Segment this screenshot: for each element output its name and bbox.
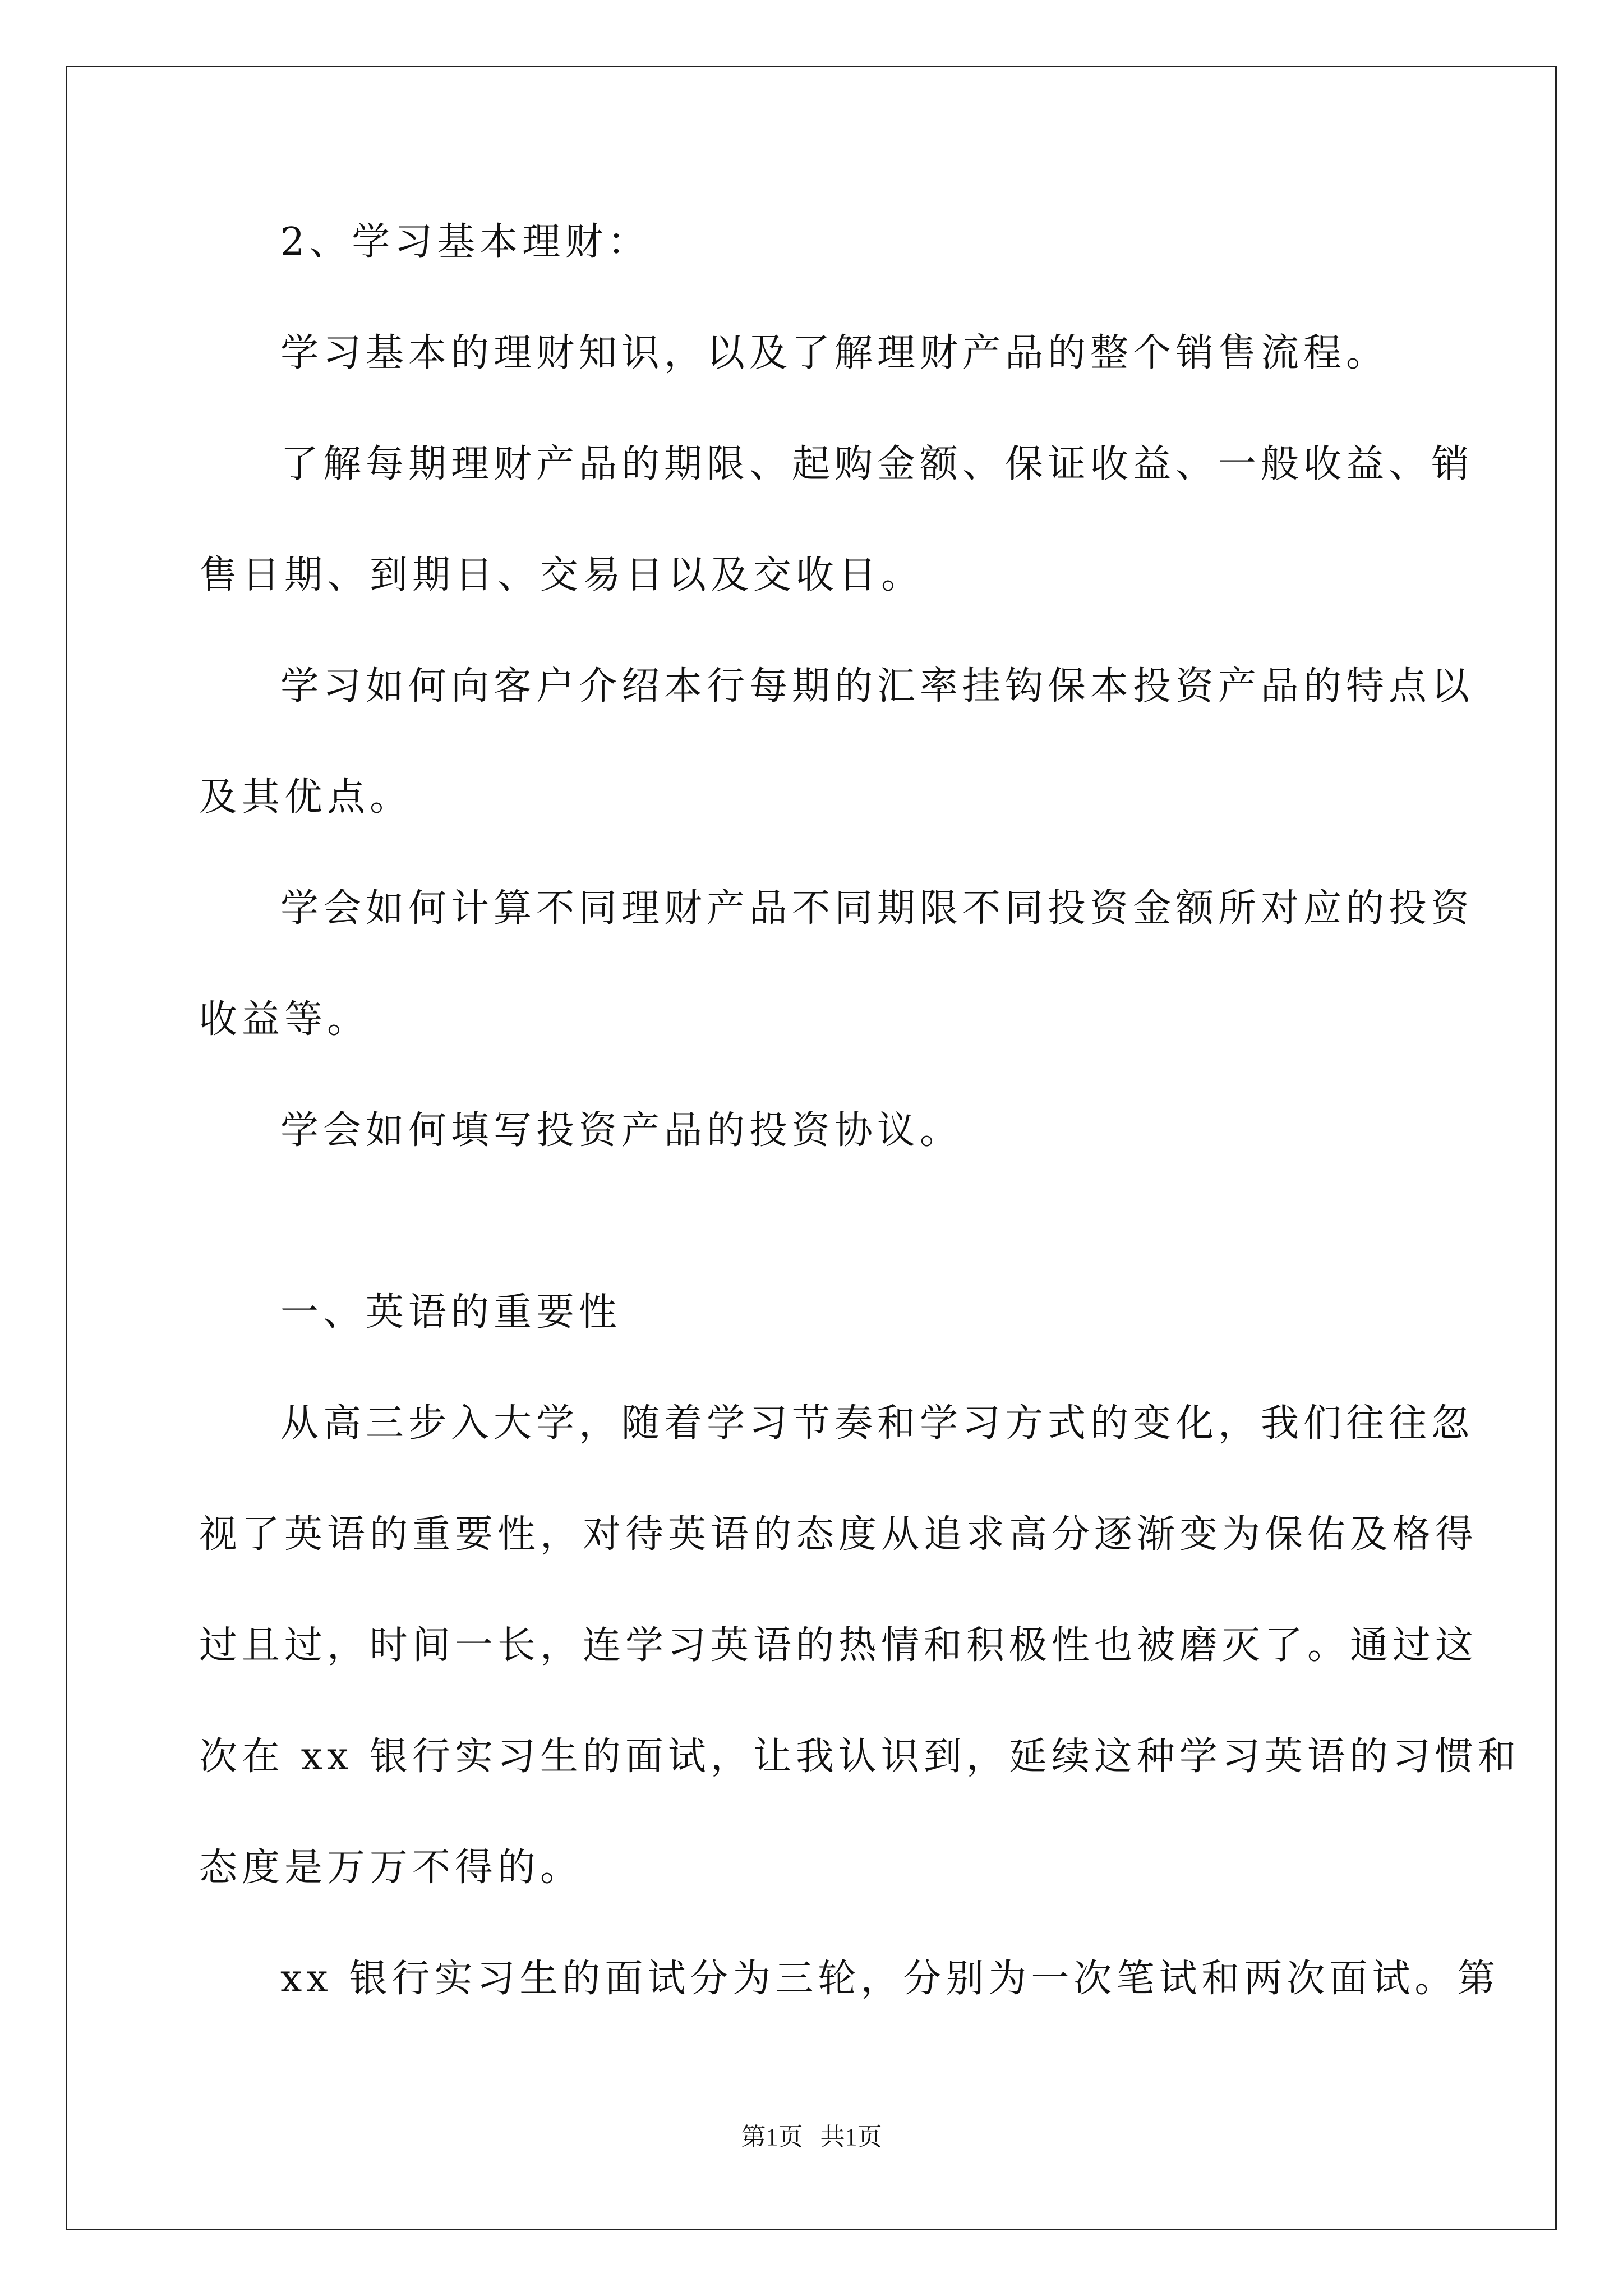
paragraph-line: 学会如何填写投资产品的投资协议。	[280, 1108, 963, 1153]
paragraph-line: xx 银行实习生的面试分为三轮，分别为一次笔试和两次面试。第	[280, 1957, 1500, 2001]
heading-english-importance: 一、英语的重要性	[280, 1290, 622, 1335]
paragraph-line: 学会如何计算不同理财产品不同期限不同投资金额所对应的投资	[280, 886, 1474, 931]
paragraph-line: 过且过，时间一长，连学习英语的热情和积极性也被磨灭了。通过这	[199, 1623, 1478, 1668]
paragraph-line: 从高三步入大学，随着学习节奏和学习方式的变化，我们往往忽	[280, 1401, 1474, 1446]
paragraph-line: 视了英语的重要性，对待英语的态度从追求高分逐渐变为保佑及格得	[199, 1512, 1478, 1557]
heading-basic-finance: 2、学习基本理财：	[280, 220, 651, 264]
paragraph-line: 次在 xx 银行实习生的面试，让我认识到，延续这种学习英语的习惯和	[199, 1734, 1520, 1779]
paragraph-line: 学习如何向客户介绍本行每期的汇率挂钩保本投资产品的特点以	[280, 664, 1474, 708]
page-number: 第1页	[741, 2123, 803, 2151]
paragraph-line: 了解每期理财产品的期限、起购金额、保证收益、一般收益、销	[280, 442, 1474, 486]
paragraph-line: 收益等。	[199, 997, 370, 1042]
paragraph-line: 学习基本的理财知识，以及了解理财产品的整个销售流程。	[280, 331, 1389, 375]
paragraph-line: 及其优点。	[199, 775, 413, 820]
page-footer	[0, 2123, 1623, 2152]
paragraph-line: 售日期、到期日、交易日以及交收日。	[199, 553, 924, 597]
paragraph-line: 态度是万万不得的。	[199, 1846, 583, 1890]
page-total: 共1页	[820, 2123, 882, 2151]
